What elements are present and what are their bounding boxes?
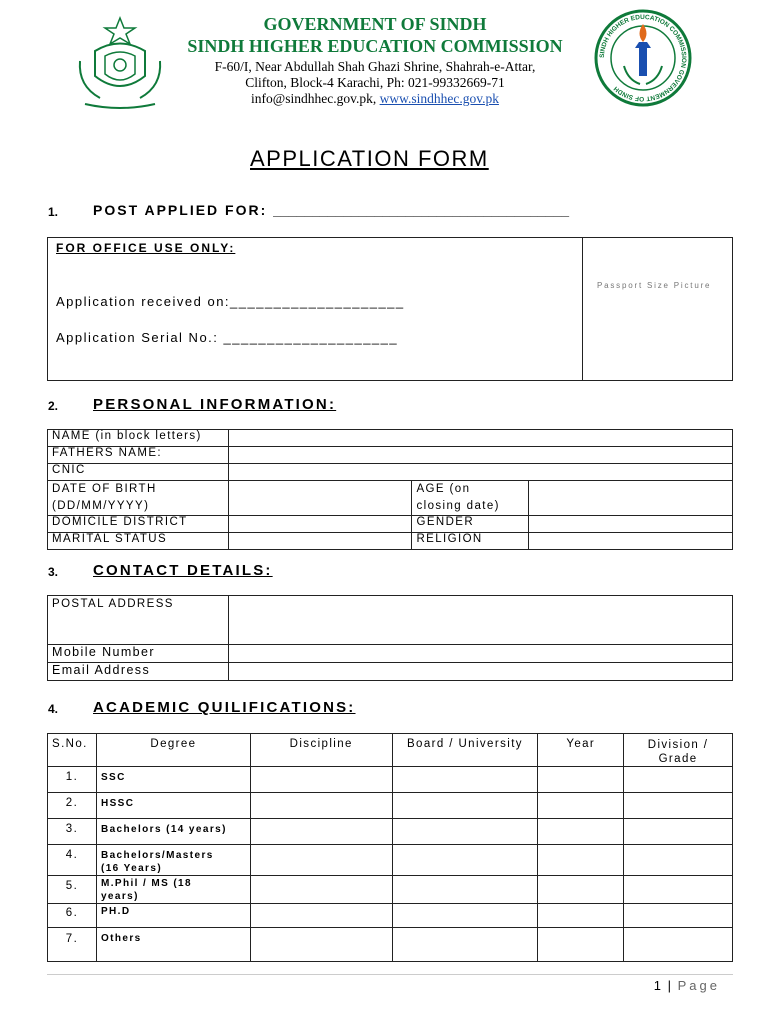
header-board: Board / University xyxy=(392,734,538,767)
row-discipline-field[interactable] xyxy=(250,845,392,876)
cnic-field[interactable] xyxy=(228,464,732,481)
row-sno: 2. xyxy=(48,793,97,819)
header-discipline: Discipline xyxy=(250,734,392,767)
section-2-title: PERSONAL INFORMATION: xyxy=(93,396,337,413)
row-degree: Others xyxy=(96,928,250,962)
row-year-field[interactable] xyxy=(538,928,624,962)
marital-status-field[interactable] xyxy=(228,533,412,550)
row-sno: 7. xyxy=(48,928,97,962)
section-4-title: ACADEMIC QUILIFICATIONS: xyxy=(93,699,356,716)
header-address-2: Clifton, Block-4 Karachi, Ph: 021-99332669-71 xyxy=(245,75,505,90)
email-address-label: Email Address xyxy=(48,663,229,681)
application-serial-field[interactable]: Application Serial No.: ____________________ xyxy=(56,330,399,345)
post-applied-row xyxy=(93,202,569,218)
page-number xyxy=(654,978,720,993)
row-board-field[interactable] xyxy=(392,904,538,928)
header-website-link[interactable]: www.sindhhec.gov.pk xyxy=(379,91,499,106)
dob-label-line1: DATE OF BIRTH xyxy=(52,483,157,495)
cnic-label: CNIC xyxy=(48,464,229,481)
father-name-label: FATHERS NAME: xyxy=(48,447,229,464)
row-year-field[interactable] xyxy=(538,904,624,928)
postal-address-label: POSTAL ADDRESS xyxy=(48,596,229,645)
row-division-field[interactable] xyxy=(624,845,733,876)
row-discipline-field[interactable] xyxy=(250,767,392,793)
father-name-field[interactable] xyxy=(228,447,732,464)
page-number-label: Page xyxy=(677,978,720,993)
office-use-heading: FOR OFFICE USE ONLY: xyxy=(56,241,236,255)
page-number-value: 1 xyxy=(653,978,663,993)
section-3-title: CONTACT DETAILS: xyxy=(93,562,273,579)
row-board-field[interactable] xyxy=(392,819,538,845)
dob-field[interactable] xyxy=(228,481,412,516)
row-year-field[interactable] xyxy=(538,876,624,904)
row-degree: PH.D xyxy=(96,904,250,928)
row-division-field[interactable] xyxy=(624,876,733,904)
dob-label-line2: (DD/MM/YYYY) xyxy=(52,500,150,512)
section-3-number: 3. xyxy=(48,565,59,579)
mobile-number-field[interactable] xyxy=(228,645,732,663)
post-applied-field[interactable]: ______________________________________ xyxy=(273,202,570,218)
post-applied-label: POST APPLIED FOR: xyxy=(93,202,274,218)
section-4-number: 4. xyxy=(48,702,59,716)
row-division-field[interactable] xyxy=(624,904,733,928)
passport-photo-box[interactable] xyxy=(582,237,734,381)
row-sno: 5. xyxy=(48,876,97,904)
row-degree: SSC xyxy=(96,767,250,793)
age-label xyxy=(412,481,529,516)
gender-field[interactable] xyxy=(529,516,733,533)
personal-info-table xyxy=(47,429,733,550)
religion-field[interactable] xyxy=(529,533,733,550)
passport-photo-label: Passport Size Picture xyxy=(597,281,712,290)
dob-label xyxy=(48,481,229,516)
row-discipline-field[interactable] xyxy=(250,819,392,845)
row-discipline-field[interactable] xyxy=(250,793,392,819)
header-division xyxy=(624,734,733,767)
page-number-separator: | xyxy=(667,978,673,993)
header-government: GOVERNMENT OF SINDH xyxy=(263,14,487,34)
name-field[interactable] xyxy=(228,430,732,447)
postal-address-field[interactable] xyxy=(228,596,732,645)
row-degree: HSSC xyxy=(96,793,250,819)
row-degree: Bachelors (14 years) xyxy=(96,819,250,845)
row-year-field[interactable] xyxy=(538,793,624,819)
row-sno: 6. xyxy=(48,904,97,928)
row-sno: 4. xyxy=(48,845,97,876)
row-board-field[interactable] xyxy=(392,793,538,819)
row-discipline-field[interactable] xyxy=(250,928,392,962)
name-label: NAME (in block letters) xyxy=(48,430,229,447)
age-label-line2: closing date) xyxy=(416,500,500,512)
row-division-field[interactable] xyxy=(624,767,733,793)
row-degree-line2: (16 Years) xyxy=(100,863,163,874)
row-degree xyxy=(96,876,250,904)
header-degree: Degree xyxy=(96,734,250,767)
application-received-field[interactable]: Application received on:____________________ xyxy=(56,294,405,309)
row-year-field[interactable] xyxy=(538,767,624,793)
header-division-line1: Division / xyxy=(647,739,709,751)
age-field[interactable] xyxy=(529,481,733,516)
header-address-1: F-60/I, Near Abdullah Shah Ghazi Shrine, Shahrah-e-Attar, xyxy=(214,59,536,74)
gender-label: GENDER xyxy=(412,516,529,533)
section-2-number: 2. xyxy=(48,399,59,413)
header-division-line2: Grade xyxy=(658,753,698,765)
row-board-field[interactable] xyxy=(392,845,538,876)
header-commission: SINDH HIGHER EDUCATION COMMISSION xyxy=(187,36,563,56)
mobile-number-label: Mobile Number xyxy=(48,645,229,663)
religion-label: RELIGION xyxy=(412,533,529,550)
row-board-field[interactable] xyxy=(392,767,538,793)
row-division-field[interactable] xyxy=(624,928,733,962)
header-sno: S.No. xyxy=(48,734,97,767)
row-year-field[interactable] xyxy=(538,845,624,876)
section-1-number: 1. xyxy=(48,205,59,219)
marital-status-label: MARITAL STATUS xyxy=(48,533,229,550)
domicile-label: DOMICILE DISTRICT xyxy=(48,516,229,533)
row-board-field[interactable] xyxy=(392,876,538,904)
row-division-field[interactable] xyxy=(624,793,733,819)
row-year-field[interactable] xyxy=(538,819,624,845)
header-contact xyxy=(150,91,600,107)
form-title: APPLICATION FORM xyxy=(250,146,489,171)
shec-seal-logo xyxy=(588,8,698,108)
contact-details-table xyxy=(47,595,733,681)
header-email: info@sindhhec.gov.pk, xyxy=(251,91,377,106)
row-degree-line2: years) xyxy=(100,891,139,902)
row-discipline-field[interactable] xyxy=(250,904,392,928)
row-degree-line1: M.Phil / MS (18 xyxy=(100,878,192,889)
row-board-field[interactable] xyxy=(392,928,538,962)
domicile-field[interactable] xyxy=(228,516,412,533)
row-division-field[interactable] xyxy=(624,819,733,845)
row-discipline-field[interactable] xyxy=(250,876,392,904)
row-sno: 3. xyxy=(48,819,97,845)
age-label-line1: AGE (on xyxy=(416,483,471,495)
office-use-box xyxy=(47,237,733,381)
row-degree-line1: Bachelors/Masters xyxy=(100,850,214,861)
svg-text:SINDH HIGHER EDUCATION COMMISS: SINDH HIGHER EDUCATION COMMISSION GOVERNMENT OF SINDH xyxy=(598,13,688,103)
header-year: Year xyxy=(538,734,624,767)
row-degree xyxy=(96,845,250,876)
row-sno: 1. xyxy=(48,767,97,793)
academic-qualifications-table xyxy=(47,733,733,962)
footer-divider xyxy=(47,974,733,975)
email-address-field[interactable] xyxy=(228,663,732,681)
